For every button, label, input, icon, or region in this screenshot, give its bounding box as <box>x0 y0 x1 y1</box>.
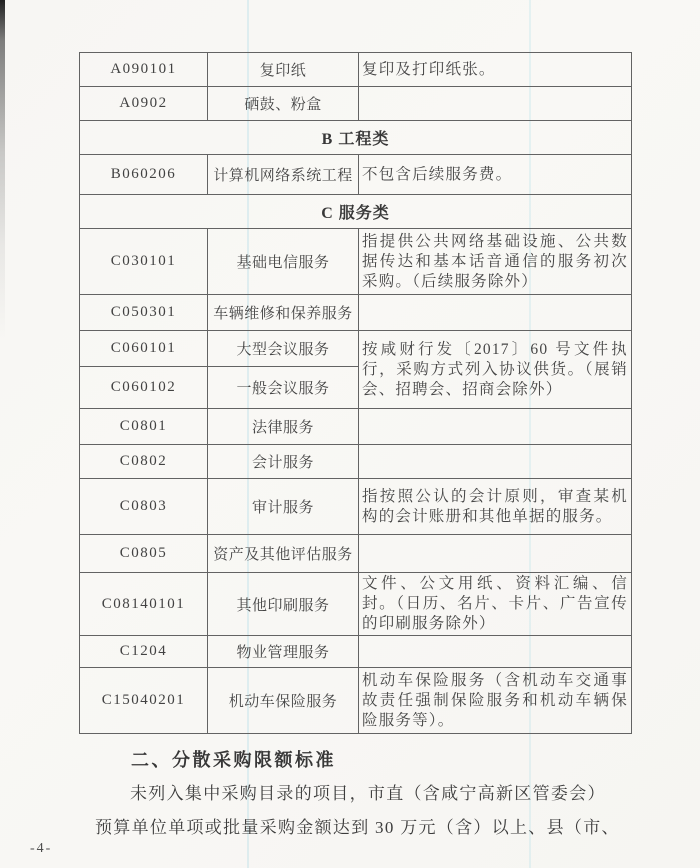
procurement-catalog-table <box>79 52 632 734</box>
name-cell: 审计服务 <box>208 479 359 535</box>
desc-cell <box>359 535 632 573</box>
code-cell: C060101 <box>80 331 208 367</box>
code-cell: C050301 <box>80 295 208 331</box>
code-cell: C08140101 <box>80 573 208 636</box>
desc-cell <box>359 409 632 445</box>
desc-cell <box>359 636 632 668</box>
desc-cell: 指提供公共网络基础设施、公共数据传达和基本话音通信的服务初次采购。（后续服务除外） <box>359 229 632 295</box>
desc-cell: 指按照公认的会计原则，审查某机构的会计账册和其他单据的服务。 <box>359 479 632 535</box>
page-number: -4- <box>30 841 53 856</box>
code-cell: C030101 <box>80 229 208 295</box>
name-cell: 资产及其他评估服务 <box>208 535 359 573</box>
table-row <box>80 668 632 734</box>
name-cell: 会计服务 <box>208 445 359 479</box>
code-cell: C15040201 <box>80 668 208 734</box>
desc-cell: 不包含后续服务费。 <box>359 155 632 195</box>
desc-cell <box>359 87 632 121</box>
code-cell: C060102 <box>80 367 208 409</box>
name-cell: 复印纸 <box>208 53 359 87</box>
table-row <box>80 573 632 636</box>
name-cell: 物业管理服务 <box>208 636 359 668</box>
code-cell: B060206 <box>80 155 208 195</box>
desc-cell: 机动车保险服务（含机动车交通事故责任强制保险服务和机动车辆保险服务等）。 <box>359 668 632 734</box>
name-cell: 硒鼓、粉盒 <box>208 87 359 121</box>
table-row <box>80 535 632 573</box>
paragraph-line: 预算单位单项或批量采购金额达到 30 万元（含）以上、县（市、 <box>95 818 620 837</box>
code-cell: A090101 <box>80 53 208 87</box>
table-row <box>80 295 632 331</box>
desc-cell-merged: 按咸财行发〔2017〕60 号文件执行，采购方式列入协议供货。（展销会、招聘会、招商会除外） <box>359 331 632 409</box>
section-label-cell: C 服务类 <box>80 195 632 229</box>
name-cell: 计算机网络系统工程 <box>208 155 359 195</box>
name-cell: 车辆维修和保养服务 <box>208 295 359 331</box>
section-heading: 二、分散采购限额标准 <box>131 750 336 770</box>
table-row <box>80 479 632 535</box>
table-row <box>80 636 632 668</box>
table-row <box>80 87 632 121</box>
table-row <box>80 229 632 295</box>
desc-cell: 文件、公文用纸、资料汇编、信封。（日历、名片、卡片、广告宣传的印刷服务除外） <box>359 573 632 636</box>
section-row <box>80 121 632 155</box>
desc-cell: 复印及打印纸张。 <box>359 53 632 87</box>
code-cell: C0805 <box>80 535 208 573</box>
table-row <box>80 155 632 195</box>
name-cell: 大型会议服务 <box>208 331 359 367</box>
paragraph-line: 未列入集中采购目录的项目，市直（含咸宁高新区管委会） <box>130 784 606 803</box>
code-cell: A0902 <box>80 87 208 121</box>
desc-cell <box>359 295 632 331</box>
table-row <box>80 409 632 445</box>
code-cell: C1204 <box>80 636 208 668</box>
name-cell: 机动车保险服务 <box>208 668 359 734</box>
code-cell: C0801 <box>80 409 208 445</box>
desc-cell <box>359 445 632 479</box>
code-cell: C0803 <box>80 479 208 535</box>
code-cell: C0802 <box>80 445 208 479</box>
name-cell: 法律服务 <box>208 409 359 445</box>
table-row <box>80 53 632 87</box>
section-row <box>80 195 632 229</box>
table-row <box>80 445 632 479</box>
name-cell: 其他印刷服务 <box>208 573 359 636</box>
table-row <box>80 331 632 367</box>
section-label-cell: B 工程类 <box>80 121 632 155</box>
name-cell: 基础电信服务 <box>208 229 359 295</box>
name-cell: 一般会议服务 <box>208 367 359 409</box>
scan-edge-artifact <box>0 0 5 340</box>
